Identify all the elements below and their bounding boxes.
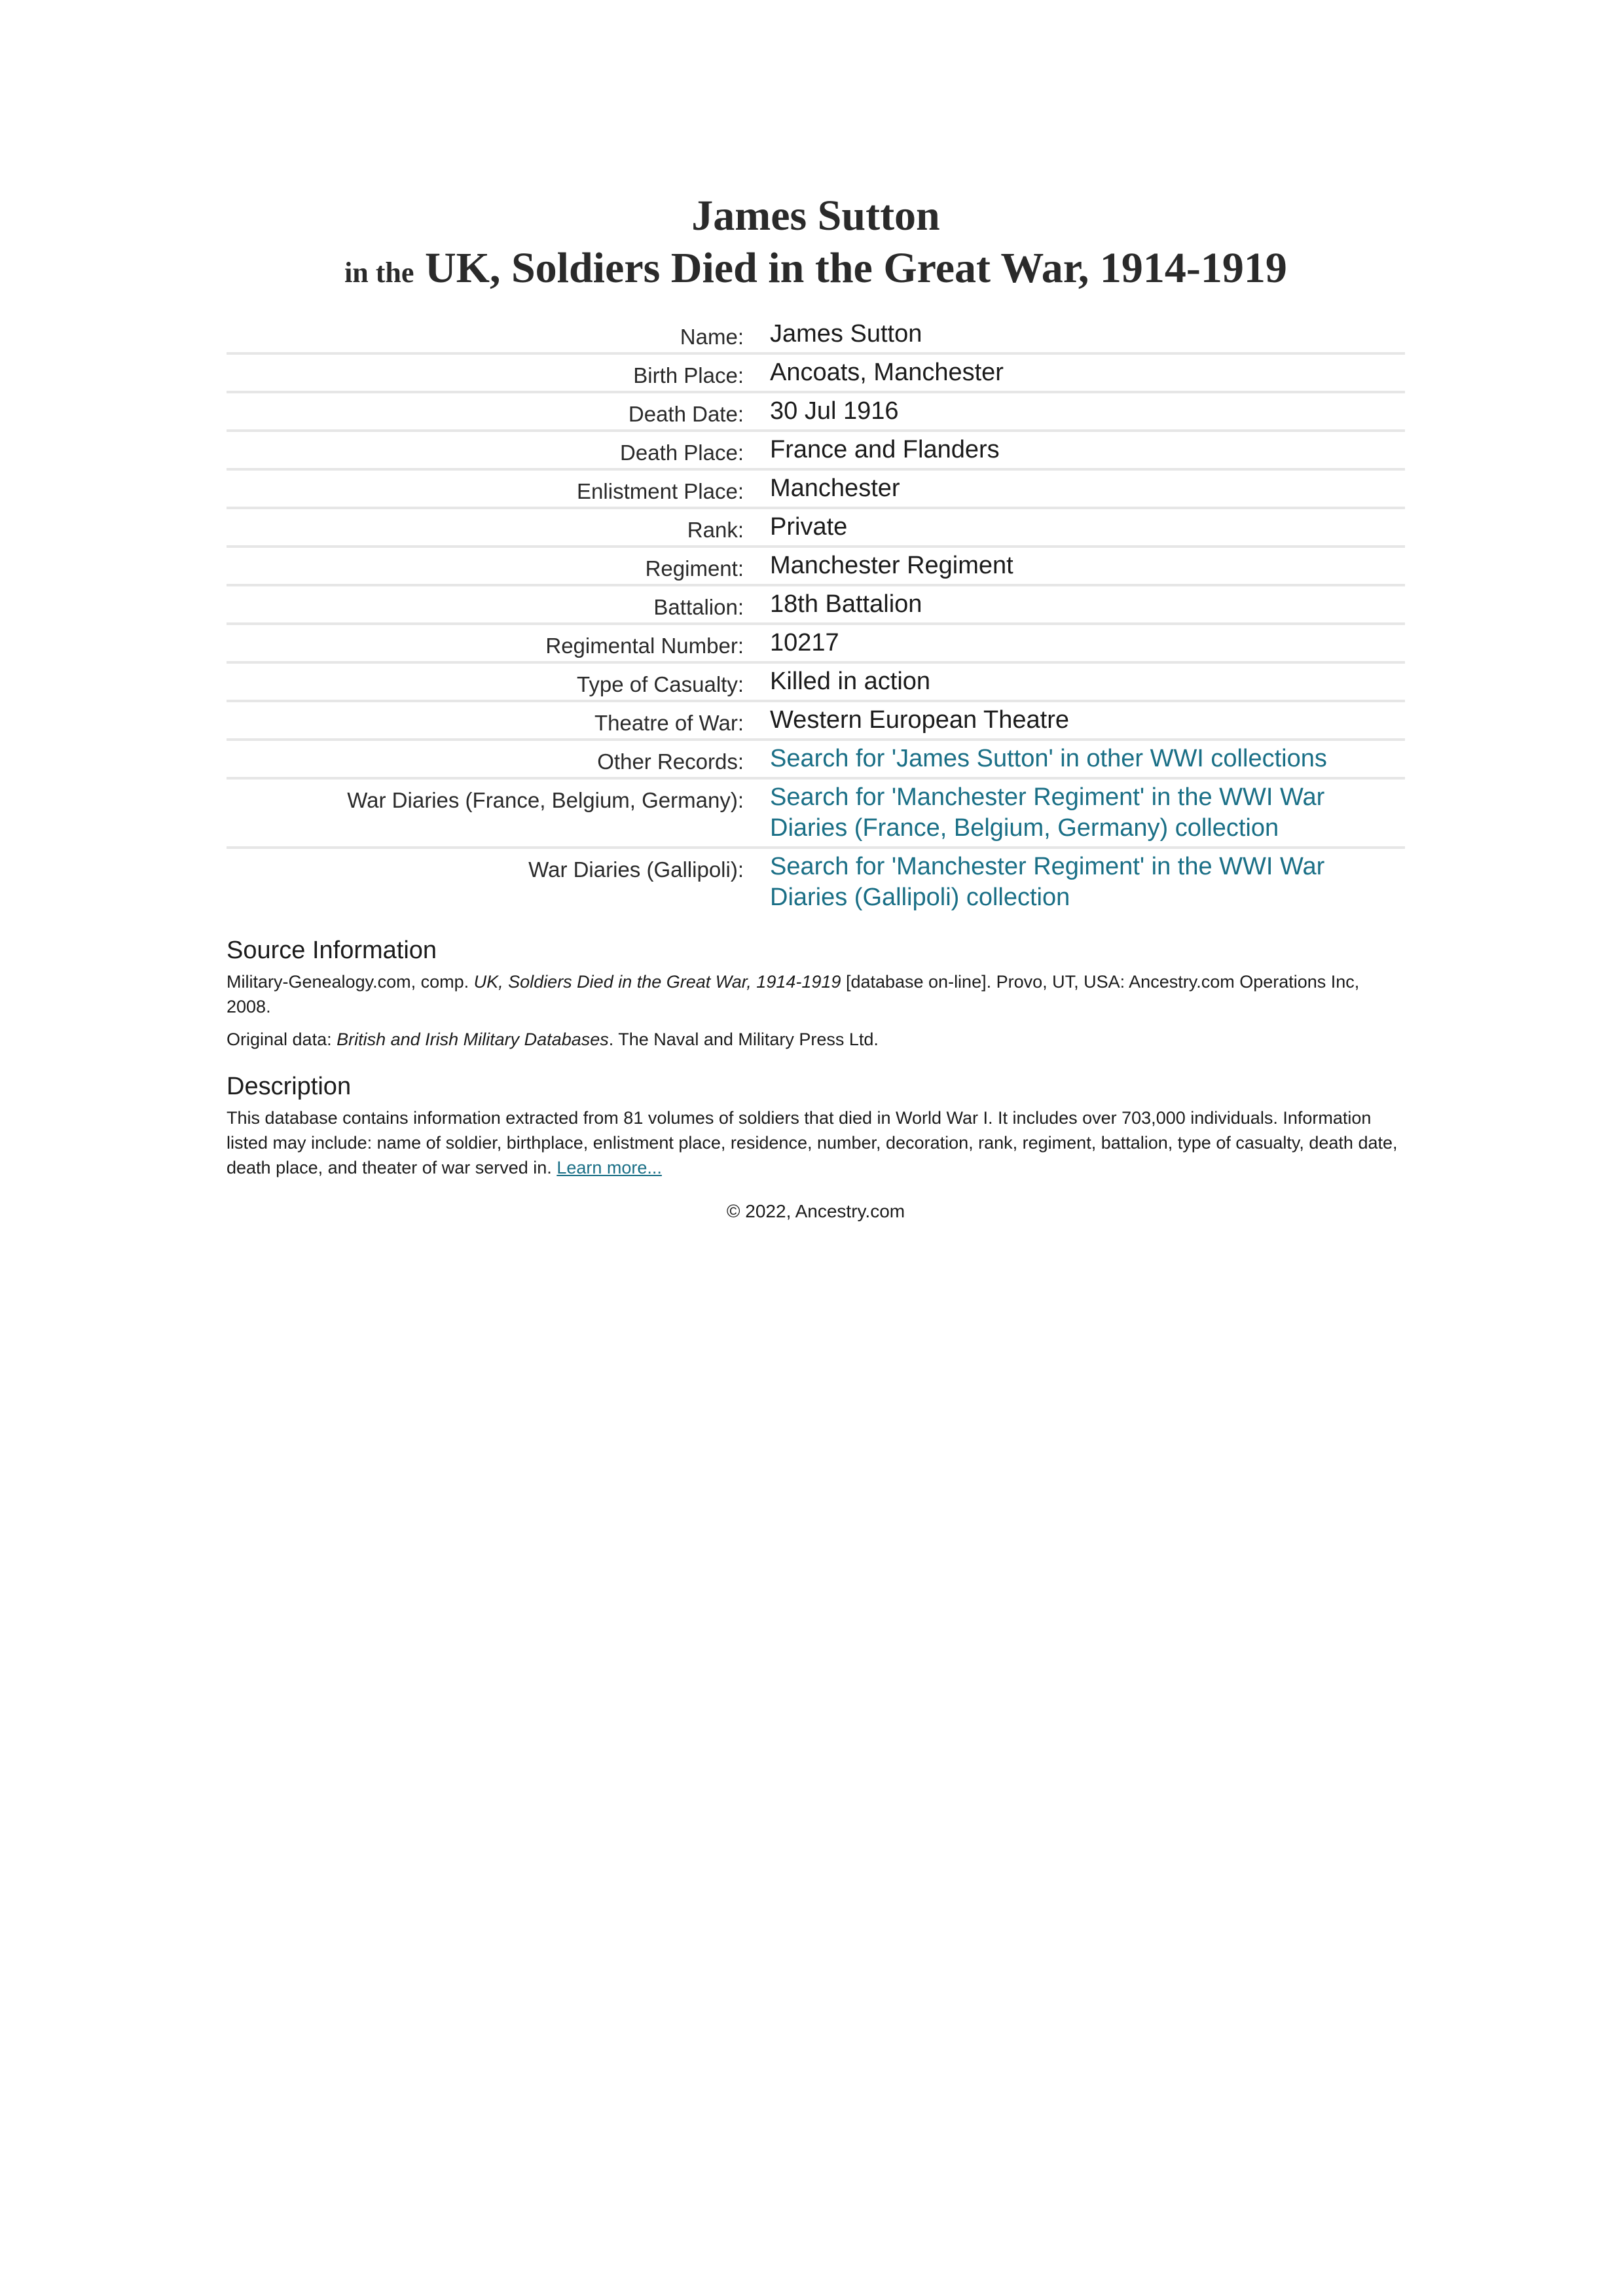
record-label: War Diaries (Gallipoli): [528, 857, 744, 882]
citation-title: UK, Soldiers Died in the Great War, 1914-1919 [473, 972, 841, 992]
record-row [227, 432, 1405, 471]
record-value: Killed in action [770, 668, 931, 695]
record-value: Western European Theatre [770, 706, 1069, 734]
record-label: Battalion: [653, 595, 744, 619]
record-label: Rank: [687, 518, 744, 542]
record-label: Death Place: [620, 440, 744, 465]
copyright: © 2022, Ancestry.com [726, 1201, 905, 1221]
record-row [227, 393, 1405, 432]
record-row [227, 316, 1405, 355]
record-row [227, 780, 1405, 849]
original-data [227, 1027, 1405, 1052]
record-label: Theatre of War: [594, 711, 744, 735]
description-text [227, 1105, 1405, 1180]
record-value: 10217 [770, 629, 839, 656]
record-row [227, 509, 1405, 548]
record-value: Private [770, 513, 848, 541]
citation-prefix: Military-Genealogy.com, comp. [227, 972, 474, 992]
record-table [227, 316, 1405, 916]
record-row [227, 702, 1405, 741]
record-label: Other Records: [597, 749, 744, 774]
record-label: Enlistment Place: [577, 479, 744, 503]
record-value: James Sutton [770, 320, 922, 348]
page-title [227, 190, 1405, 299]
record-label: Type of Casualty: [577, 672, 744, 696]
record-label: Regiment: [645, 556, 744, 581]
record-row [227, 625, 1405, 664]
collection-prefix: in the [344, 257, 414, 289]
record-value: 18th Battalion [770, 590, 922, 618]
record-row [227, 355, 1405, 393]
record-row [227, 664, 1405, 702]
record-label: Death Date: [628, 402, 744, 426]
source-heading: Source Information [227, 937, 437, 964]
record-label: Name: [680, 325, 744, 349]
record-row [227, 471, 1405, 509]
record-row [227, 849, 1405, 916]
original-suffix: . The Naval and Military Press Ltd. [608, 1030, 879, 1049]
learn-more-link[interactable]: Learn more... [556, 1158, 662, 1177]
record-value: 30 Jul 1916 [770, 397, 899, 425]
collection-title-line [227, 242, 1405, 299]
collection-title: UK, Soldiers Died in the Great War, 1914-1919 [424, 244, 1287, 292]
record-search-link[interactable]: Search for 'Manchester Regiment' in the WWI War Diaries (Gallipoli) collection [770, 853, 1325, 911]
record-value: Ancoats, Manchester [770, 359, 1004, 386]
record-page [227, 190, 1405, 1225]
original-title: British and Irish Military Databases [337, 1030, 609, 1049]
record-row [227, 548, 1405, 586]
record-label: Regimental Number: [545, 634, 744, 658]
source-citation [227, 969, 1405, 1019]
record-search-link[interactable]: Search for 'Manchester Regiment' in the WWI War Diaries (France, Belgium, Germany) collection [770, 783, 1325, 842]
description-heading: Description [227, 1073, 352, 1100]
record-label: War Diaries (France, Belgium, Germany): [347, 788, 744, 812]
record-value: France and Flanders [770, 436, 1000, 463]
description-body: This database contains information extracted from 81 volumes of soldiers that died in World War I. It includes over 703,000 individuals. Information listed may include: name of soldier, birthplace, enlistment place, residence, number, decoration, rank, regiment, battalion, type of casualty, death date, death place, and theater of war served in. [227, 1108, 1398, 1177]
record-value: Manchester [770, 475, 900, 502]
citation-suffix: [database on-line]. Provo, UT, USA: Ancestry.com Operations Inc, 2008. [227, 972, 1360, 1016]
record-row [227, 586, 1405, 625]
original-prefix: Original data: [227, 1030, 337, 1049]
record-search-link[interactable]: Search for 'James Sutton' in other WWI collections [770, 745, 1327, 772]
record-row [227, 741, 1405, 780]
person-name: James Sutton [691, 192, 940, 240]
record-value: Manchester Regiment [770, 552, 1013, 579]
record-label: Birth Place: [633, 363, 744, 387]
